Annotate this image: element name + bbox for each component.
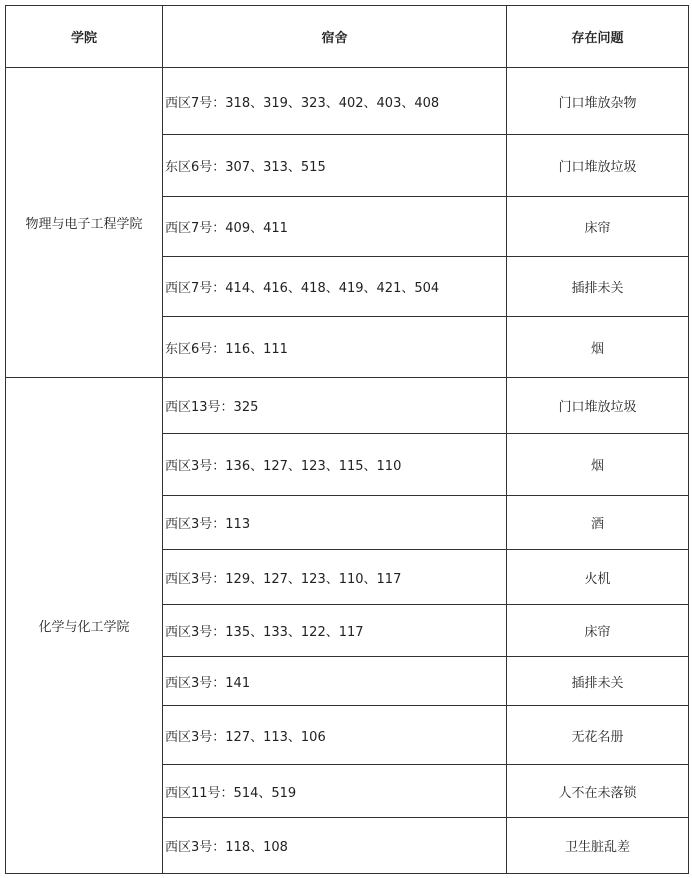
dorm-cell: 西区3号：135、133、122、117 bbox=[163, 605, 507, 657]
dorm-cell: 西区7号：414、416、418、419、421、504 bbox=[163, 257, 507, 317]
header-dorm: 宿舍 bbox=[163, 6, 507, 68]
dorm-cell: 西区13号：325 bbox=[163, 378, 507, 434]
table-row bbox=[6, 378, 689, 434]
header-issue: 存在问题 bbox=[507, 6, 689, 68]
issue-cell: 无花名册 bbox=[507, 706, 689, 765]
dorm-cell: 西区7号：409、411 bbox=[163, 197, 507, 257]
issue-cell: 插排未关 bbox=[507, 657, 689, 706]
issue-cell: 门口堆放垃圾 bbox=[507, 378, 689, 434]
issue-cell: 插排未关 bbox=[507, 257, 689, 317]
dorm-cell: 西区3号：118、108 bbox=[163, 818, 507, 874]
dorm-cell: 西区3号：113 bbox=[163, 496, 507, 550]
dorm-cell: 西区7号：318、319、323、402、403、408 bbox=[163, 68, 507, 135]
dorm-cell: 西区3号：127、113、106 bbox=[163, 706, 507, 765]
dorm-cell: 西区3号：141 bbox=[163, 657, 507, 706]
issue-cell: 酒 bbox=[507, 496, 689, 550]
dorm-cell: 东区6号：307、313、515 bbox=[163, 135, 507, 197]
issue-cell: 卫生脏乱差 bbox=[507, 818, 689, 874]
issue-cell: 门口堆放垃圾 bbox=[507, 135, 689, 197]
issue-cell: 火机 bbox=[507, 550, 689, 605]
dorm-cell: 西区3号：136、127、123、115、110 bbox=[163, 434, 507, 496]
issue-cell: 床帘 bbox=[507, 605, 689, 657]
college-cell: 物理与电子工程学院 bbox=[6, 68, 163, 378]
header-college: 学院 bbox=[6, 6, 163, 68]
issue-cell: 人不在未落锁 bbox=[507, 765, 689, 818]
inspection-table bbox=[5, 5, 689, 874]
issue-cell: 门口堆放杂物 bbox=[507, 68, 689, 135]
college-cell: 化学与化工学院 bbox=[6, 378, 163, 874]
issue-cell: 床帘 bbox=[507, 197, 689, 257]
header-row bbox=[6, 6, 689, 68]
table-row bbox=[6, 68, 689, 135]
dorm-cell: 西区3号：129、127、123、110、117 bbox=[163, 550, 507, 605]
dorm-cell: 西区11号：514、519 bbox=[163, 765, 507, 818]
dorm-cell: 东区6号：116、111 bbox=[163, 317, 507, 378]
issue-cell: 烟 bbox=[507, 434, 689, 496]
issue-cell: 烟 bbox=[507, 317, 689, 378]
